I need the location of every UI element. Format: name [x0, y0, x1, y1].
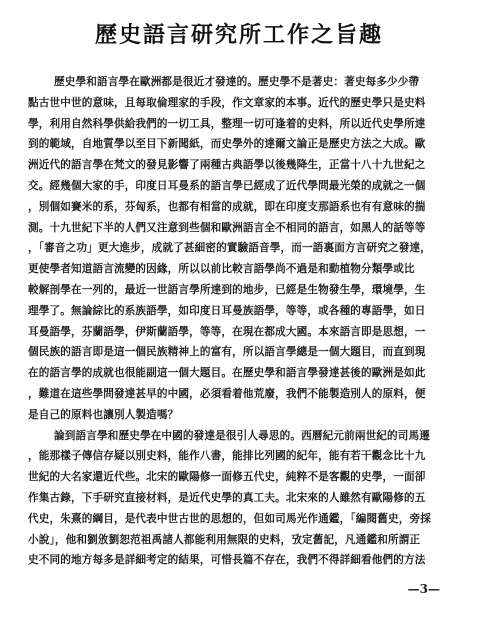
text-line: 代史，朱熹的綱目，是代表中世古世的思想的，但如司馬光作通鑑，「編閱舊史，旁採	[28, 512, 431, 525]
text-line: 史不同的地方每多是詳細考定的結果，可惜長篇不存在，我們不得詳細看他們的方法	[28, 554, 426, 567]
body-text	[28, 72, 454, 571]
text-line: ，「審音之功」更大進步，成就了甚細密的實驗語音學，而一語裏面方言研究之發達，	[28, 242, 431, 255]
text-line: ，難道在這些學問發達甚早的中國，必須看着他荒廢，我們不能製造別人的原料，便	[28, 387, 426, 400]
text-line: 論到語言學和歷史學在中國的發達是很引人尋思的。西曆紀元前兩世紀的司馬遷	[54, 429, 431, 442]
text-line: 較解剖學在一列的，最近一世語言學所達到的地步，已經是生物發生學，環境學，生	[28, 283, 426, 296]
text-line: 洲近代的語言學在梵文的發見影響了兩種古典語學以後幾降生，正當十八十九世紀之	[28, 159, 426, 172]
text-line: 世紀的大名家還近代些。北宋的歐陽修一面修五代史，純粹不是客觀的史學，一面卻	[28, 471, 426, 484]
text-line: 更使學者知道語言流變的因緣，所以以前比較言語學尚不過是和動植物分類學或比	[28, 263, 415, 276]
text-line: 點古世中世的意味，且每取倫理家的手段，作文章家的本事。近代的歷史學只是史料	[28, 96, 426, 109]
text-line: 理學了。無論綜比的系族語學，如印度日耳曼族語學，等等，或各種的專語學，如日	[28, 304, 426, 317]
page-title: 歷史語言研究所工作之旨趣	[94, 22, 383, 48]
text-line: 作集古錄，下手研究直接材料，是近代史學的真工夫。北宋來的人雖然有歐陽修的五	[28, 491, 426, 504]
text-line: 個民族的語言即是這一個民族精神上的富有，所以語言學總是一個大題目，而直到現	[28, 346, 426, 359]
text-line: 到的範域，自地質學以至目下新聞紙，而史學外的達爾文論正是歷史方法之大成。歐	[28, 138, 426, 151]
text-line: ，別個如賽米的系，芬匈系，也都有相當的成就，即在印度支那語系也有有意味的揣	[28, 200, 426, 213]
text-line: 在的語言學的成就也很能副這一個大題目。在歷史學和語言學發達甚後的歐洲是如此	[28, 367, 426, 380]
text-line: 歷史學和語言學在歐洲都是很近才發達的。歷史學不是著史：著史每多少少帶	[54, 76, 420, 88]
text-line: 學，利用自然科學供給我們的一切工具，整理一切可逢着的史料，所以近代史學所達	[28, 117, 426, 130]
text-line: 小說」，他和劉攽劉恕范祖禹諸人都能利用無限的史料，攷定舊記，凡通鑑和所謂正	[28, 533, 421, 546]
text-line: 測。十九世紀下半的人們又注意到些個和歐洲語言全不相同的語言，如黑人的話等等	[28, 221, 426, 234]
page-number: —3—	[407, 582, 440, 596]
text-line: ，能那樣子傳信存疑以別史料，能作八書，能排比列國的紀年，能有若干觀念比十九	[28, 450, 426, 463]
text-line: 交。經幾個大家的手，印度日耳曼系的語言學已經成了近代學問最光榮的成就之一個	[28, 179, 426, 192]
text-line: 耳曼語學，芬蘭語學，伊斯蘭語學，等等，在現在都成大國。本來語言即是思想，一	[28, 325, 426, 338]
text-line: 是自己的原料也讓別人製造嗎？	[28, 408, 179, 421]
